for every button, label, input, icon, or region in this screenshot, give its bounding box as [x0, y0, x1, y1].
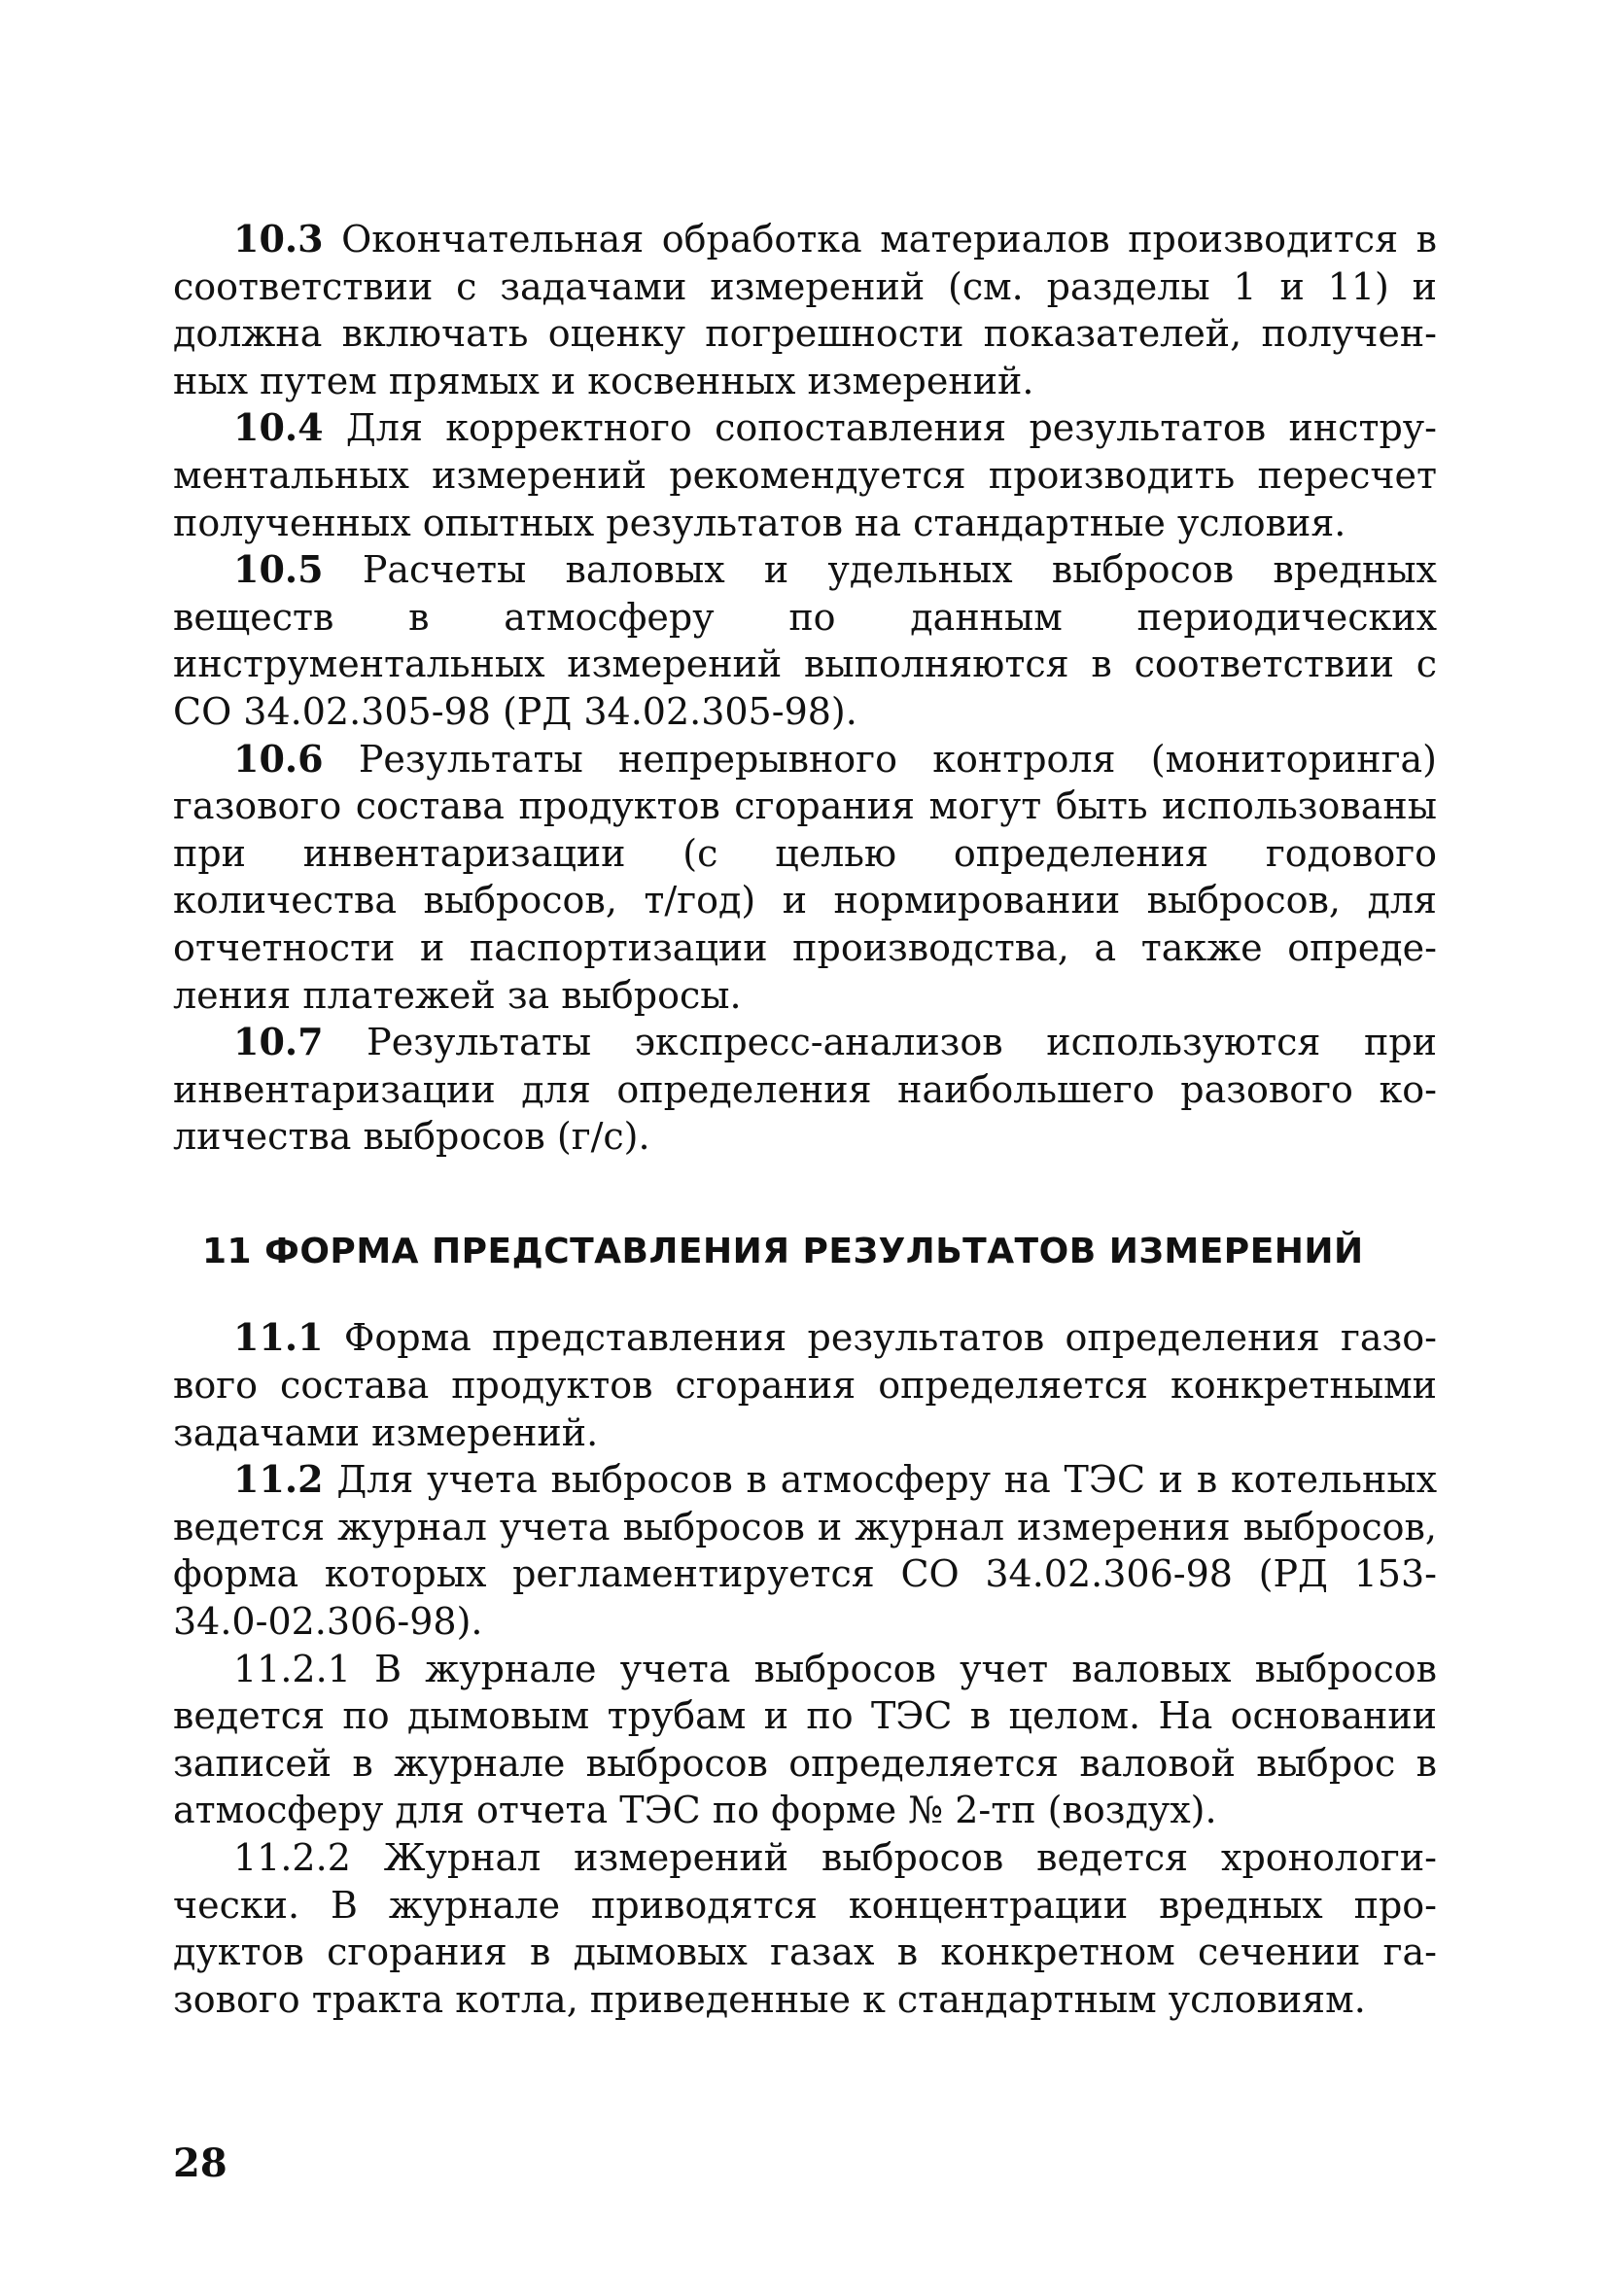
- clause-text: 11.2.2 Журнал измерений выбросов ведется хронологически. В журнале приводятся концентрации вредных продуктов сгорания в дымовых газах в конкретном сечении газового тракта котла, приведенные к стандартным условиям.: [173, 1836, 1437, 2021]
- clause-text: Расчеты валовых и удельных выбросов вредных веществ в атмосферу по данным периодических инструментальных измерений выполняются в соответствии с СО 34.02.305-98 (РД 34.02.305-98).: [173, 548, 1437, 733]
- clause-text: 11.2.1 В журнале учета выбросов учет валовых выбросов ведется по дымовым трубам и по ТЭС в целом. На основании записей в журнале выбросов определяется валовой выброс в атмосферу для отчета ТЭС по форме № 2-тп (воздух).: [173, 1647, 1437, 1832]
- page-body: [173, 216, 1437, 2023]
- paragraph-10-4: [173, 404, 1437, 546]
- clause-text: Окончательная обработка материалов производится в соответствии с задачами измерений (см. разделы 1 и 11) и должна включать оценку погрешности показателей, полученных путем прямых и косвенных измерений.: [173, 218, 1437, 402]
- paragraph-11-2-2: [173, 1834, 1437, 2023]
- clause-text: Результаты непрерывного контроля (мониторинга) газового состава продуктов сгорания могут быть использованы при инвентаризации (с целью определения годового количества выбросов, т/год) и нормировании выбросов, для отчетности и паспортизации производства, а также определения платежей за выбросы.: [173, 737, 1437, 1017]
- clause-number: 10.7: [233, 1020, 324, 1064]
- paragraph-10-6: [173, 736, 1437, 1020]
- clause-number: 11.1: [233, 1315, 324, 1360]
- clause-number: 11.2: [233, 1457, 324, 1502]
- clause-text: Для корректного сопоставления результатов инструментальных измерений рекомендуется производить пересчет полученных опытных результатов на стандартные условия.: [173, 406, 1437, 544]
- clause-number: 10.6: [233, 736, 324, 781]
- clause-number: 10.4: [233, 405, 324, 450]
- paragraph-10-3: [173, 216, 1437, 404]
- paragraph-11-2-1: [173, 1646, 1437, 1834]
- page-number: 28: [173, 2140, 227, 2186]
- clause-number: 10.5: [233, 547, 324, 592]
- clause-number: 10.3: [233, 217, 324, 261]
- clause-text: Для учета выбросов в атмосферу на ТЭС и в котельных ведется журнал учета выбросов и журнал измерения выбросов, форма которых регламентируется СО 34.02.306-98 (РД 153-34.0-02.306-98).: [173, 1458, 1437, 1644]
- section-heading: 11 ФОРМА ПРЕДСТАВЛЕНИЯ РЕЗУЛЬТАТОВ ИЗМЕРЕНИЙ: [202, 1231, 1364, 1271]
- paragraph-11-2: [173, 1456, 1437, 1645]
- clause-text: Результаты экспресс-анализов используются при инвентаризации для определения наибольшего разового количества выбросов (г/с).: [173, 1021, 1437, 1159]
- paragraph-10-5: [173, 546, 1437, 735]
- paragraph-10-7: [173, 1019, 1437, 1161]
- paragraph-11-1: [173, 1314, 1437, 1456]
- clause-text: Форма представления результатов определения газового состава продуктов сгорания определяется конкретными задачами измерений.: [173, 1316, 1437, 1454]
